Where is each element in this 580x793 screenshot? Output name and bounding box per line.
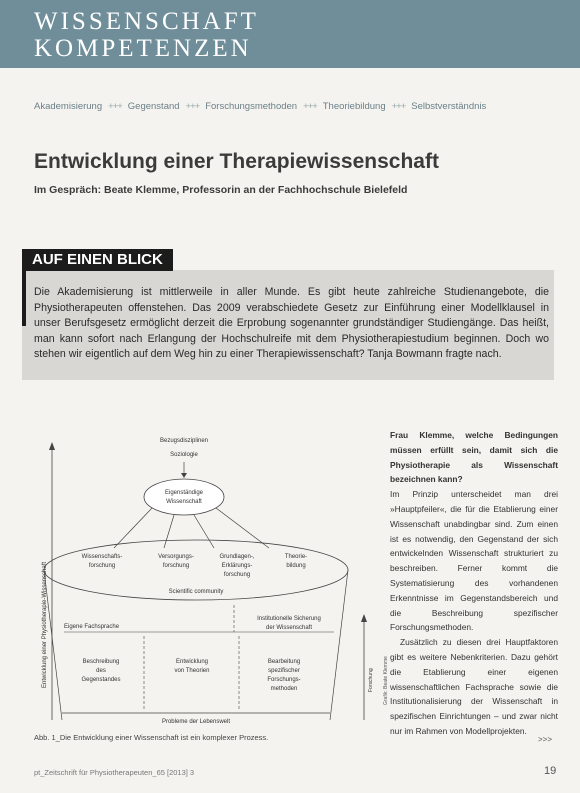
base-label: Institutionelle Sicherung xyxy=(257,616,321,622)
pillar-label: spezifischer xyxy=(268,668,300,674)
pillar-label: des xyxy=(96,668,106,674)
section-title-line2: KOMPETENZEN xyxy=(34,35,252,62)
page-number: 19 xyxy=(544,765,557,777)
core-ellipse xyxy=(144,479,224,515)
top-label: Bezugsdisziplinen xyxy=(159,438,209,444)
right-axis-arrowhead xyxy=(361,614,367,622)
article-subtitle: Im Gespräch: Beate Klemme, Professorin an der Fachhochschule Bielefeld xyxy=(34,184,408,196)
interview-answer: Zusätzlich zu diesen drei Hauptfaktoren gibt es weitere Nebenkriterien. Dazu gehört die Etablierung einer eigenen wissenschaftlichen Fachsprache sowie die Institutionalisierung der Wissenschaft in spezifischen Einrichtungen – und zwar nicht nur im Rahmen von Modellprojekten. xyxy=(390,637,558,736)
column-label: forschung xyxy=(88,563,116,569)
column-label: Grundlagen-, xyxy=(219,554,255,560)
column-label: forschung xyxy=(162,563,190,569)
breadcrumb-separator: +++ xyxy=(391,101,406,112)
top-label: Soziologie xyxy=(170,452,198,458)
footer-source: pt_Zeitschrift für Physiotherapeuten_65 [2013] 3 xyxy=(34,768,195,777)
core-label: Eigenständige xyxy=(164,490,204,496)
pillar-label: Bearbeitung xyxy=(267,659,301,665)
core-label: Wissenschaft xyxy=(166,499,202,505)
science-development-diagram xyxy=(34,420,379,736)
section-title-line1: WISSENSCHAFT xyxy=(34,8,259,35)
pillar-label: Beschreibung xyxy=(82,659,120,665)
breadcrumb xyxy=(34,101,490,112)
column-label: Erklärungs- xyxy=(221,563,253,569)
summary-accent-bar xyxy=(22,271,26,326)
community-label: Scientific community xyxy=(168,589,224,595)
breadcrumb-separator: +++ xyxy=(185,101,200,112)
column-label: Wissenschafts- xyxy=(81,554,123,560)
breadcrumb-item: Theoriebildung xyxy=(322,101,386,112)
interview-question: Frau Klemme, welche Bedingungen müssen erfüllt sein, damit sich die Physiotherapie als Wissenschaft bezeichnen kann? xyxy=(390,430,558,485)
base-label: Eigene Fachsprache xyxy=(64,624,120,630)
summary-text: Die Akademisierung ist mittlerweile in aller Munde. Es gibt heute zahlreiche Studienangebote, die Physiotherapeuten offenstehen. Das 2009 verabschiedete Gesetz zur Einführung einer Modellklausel in unser Berufsgesetz ermöglicht derzeit die Erprobung sogenannter grundständiger Studiengänge. Das heißt, man kann sofort nach Erlangung der Hochschulreife mit dem Physiotherapiestudium beginnen. Doch wo stehen wir eigentlich auf dem Weg hin zu einer Therapiewissenschaft? Tanja Bowmann fragte nach. xyxy=(34,286,549,360)
base-label: der Wissenschaft xyxy=(265,625,313,631)
column-label: forschung xyxy=(223,572,251,578)
interview-answer: Im Prinzip unterscheidet man drei »Hauptpfeiler«, die für die Etablierung einer Wissenschaft unabdingbar sind. Zum einen ist es notwendig, den Gegenstand der sich entwickelnden Wissenschaft strukturiert zu beschreiben. Ferner kommt die Systematisierung des vorhandenen Erkenntnisse im Gegenstandsbereich und die Beschreibung spezifischer Forschungsmethoden. xyxy=(390,489,558,633)
figure-caption: Abb. 1_Die Entwicklung einer Wissenschaft ist ein komplexer Prozess. xyxy=(34,733,269,742)
column-label: Versorgungs- xyxy=(158,554,194,560)
breadcrumb-item: Selbstverständnis xyxy=(411,101,487,112)
section-header xyxy=(0,0,580,68)
breadcrumb-item: Gegenstand xyxy=(127,101,180,112)
interview-column xyxy=(390,428,558,739)
breadcrumb-separator: +++ xyxy=(303,101,317,112)
summary-heading: AUF EINEN BLICK xyxy=(22,249,173,271)
pillar-label: Entwicklung xyxy=(175,659,209,665)
left-axis-label: Entwicklung einer Physiotherapie-Wissenschaft xyxy=(42,561,48,688)
pillar-label: Gegenstandes xyxy=(81,677,121,683)
breadcrumb-item: Forschungsmethoden xyxy=(205,101,298,112)
pillar-label: Forschungs- xyxy=(267,677,301,683)
column-label: Theorie- xyxy=(284,554,308,560)
column-label: bildung xyxy=(286,563,306,569)
left-axis-arrowhead xyxy=(49,442,55,450)
continue-marker: >>> xyxy=(538,735,553,744)
right-axis-label: Forschung xyxy=(368,668,374,692)
article-title: Entwicklung einer Therapiewissenschaft xyxy=(34,150,439,173)
breadcrumb-item: Akademisierung xyxy=(34,101,103,112)
cylinder-side xyxy=(330,570,348,720)
figure-credit: Grafik: Beate Klemme xyxy=(383,656,389,705)
arrowhead xyxy=(181,473,187,478)
breadcrumb-separator: +++ xyxy=(108,101,122,112)
pillar-label: von Theorien xyxy=(174,668,210,674)
problems-label: Probleme der Lebenswelt xyxy=(161,719,231,725)
pillar-label: methoden xyxy=(270,686,298,692)
